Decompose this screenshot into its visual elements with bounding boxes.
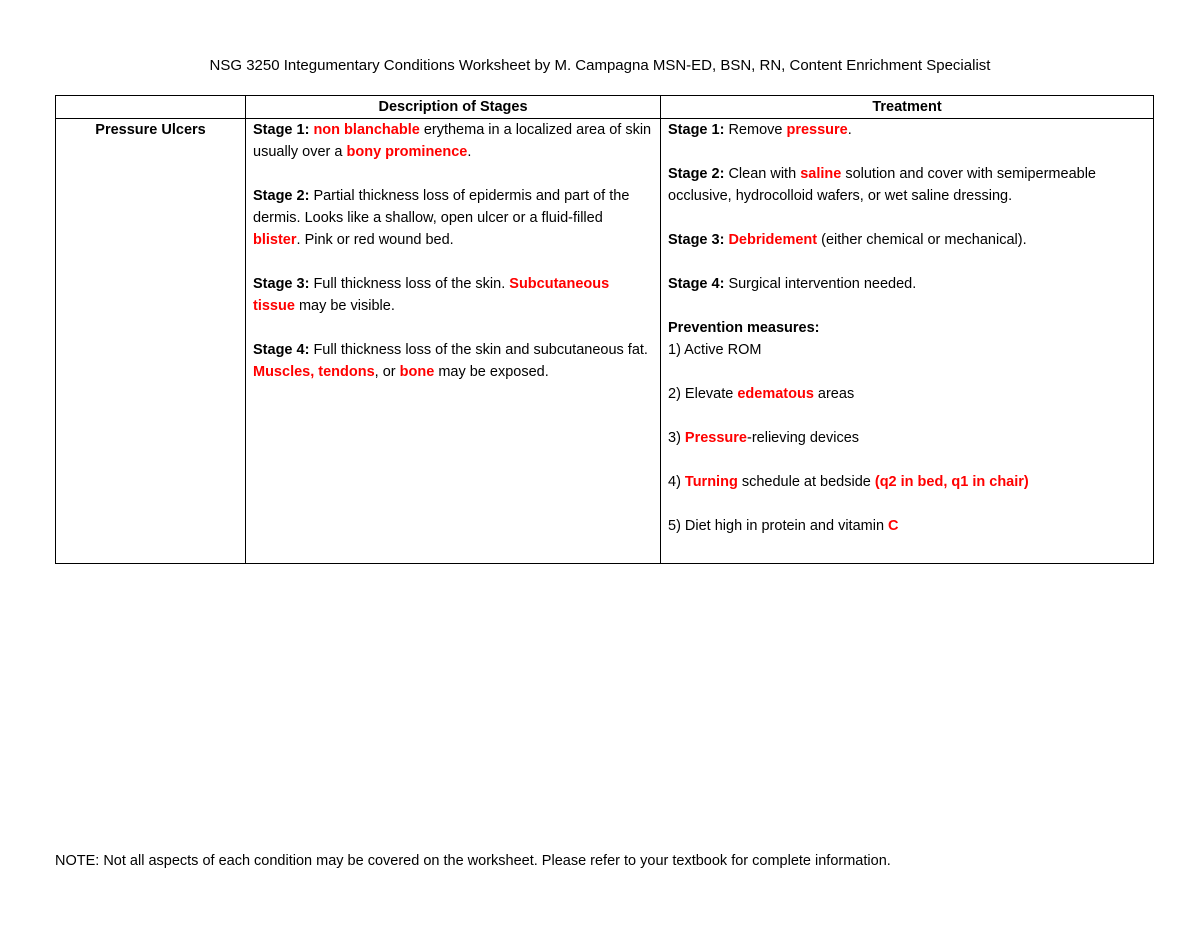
page-title: NSG 3250 Integumentary Conditions Worksheet by M. Campagna MSN-ED, BSN, RN, Content Enrichment Specialist [209,57,991,74]
description-stage-3: Stage 3: Full thickness loss of the skin. Subcutaneous tissue may be visible. [253,276,610,314]
treatment-stage-3: Stage 3: Debridement (either chemical or mechanical). [668,232,1027,248]
description-stage-1: Stage 1: non blanchable erythema in a localized area of skin usually over a bony prominence. [253,122,652,160]
table-header-row [56,96,1154,119]
description-stage-2: Stage 2: Partial thickness loss of epidermis and part of the dermis. Looks like a shallow, open ulcer or a fluid-filled blister. Pink or red wound bed. [253,188,630,248]
treatment-stage-1: Stage 1: Remove pressure. [668,122,852,138]
prevention-item-2: 2) Elevate edematous areas [668,386,855,402]
condition-name: Pressure Ulcers [56,119,246,564]
column-header-description: Description of Stages [246,96,661,119]
description-cell [246,119,661,564]
treatment-stage-4: Stage 4: Surgical intervention needed. [668,276,917,292]
column-header-treatment: Treatment [661,96,1154,119]
description-stage-4: Stage 4: Full thickness loss of the skin and subcutaneous fat. Muscles, tendons, or bone may be exposed. [253,342,648,380]
prevention-item-4: 4) Turning schedule at bedside (q2 in bed, q1 in chair) [668,474,1029,490]
prevention-item-3: 3) Pressure-relieving devices [668,430,860,446]
table-row [56,119,1154,564]
prevention-title: Prevention measures: [668,320,820,336]
column-header-condition [56,96,246,119]
prevention-item-5: 5) Diet high in protein and vitamin C [668,518,899,534]
treatment-stage-2: Stage 2: Clean with saline solution and cover with semipermeable occlusive, hydrocolloid wafers, or wet saline dressing. [668,166,1096,204]
footer-note: NOTE: Not all aspects of each condition may be covered on the worksheet. Please refer to your textbook for complete information. [55,853,891,869]
prevention-item-1: 1) Active ROM [668,342,762,358]
conditions-table [55,95,1154,564]
treatment-cell [661,119,1154,564]
